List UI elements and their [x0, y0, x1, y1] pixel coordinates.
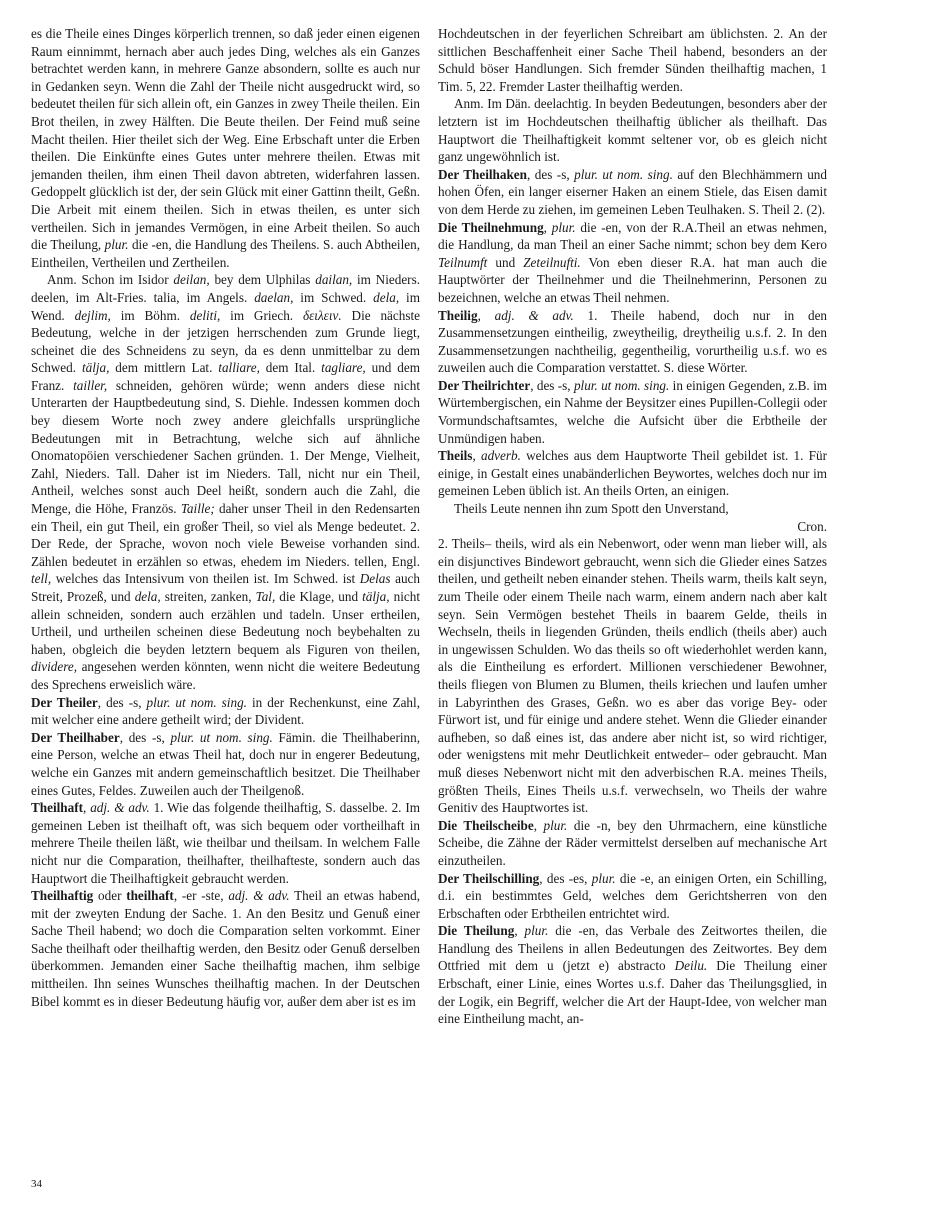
- left-column-paragraph: [31, 799, 420, 887]
- headword: Die Theilung: [438, 923, 515, 939]
- italic-term: dejlim,: [74, 307, 111, 323]
- text-run: ,: [543, 219, 552, 235]
- text-run: , des -s,: [119, 729, 171, 745]
- italic-term: Teilnumft: [438, 254, 488, 270]
- italic-term: Zeteilnufti.: [523, 254, 581, 270]
- text-run: und dem Franz.: [31, 360, 420, 393]
- right-column-paragraph: [438, 922, 827, 1028]
- headword: Der Theilrichter: [438, 377, 531, 393]
- text-run: auf den Blechhämmern und hohen Öfen, ein langer eiserner Haken an einem Stiele, das Eisen damit von dem Herde zu ziehen, im gemeinen Leben Teulhaken. S. Theil 2. (2).: [438, 166, 827, 217]
- headword: theilhaft: [126, 888, 174, 904]
- italic-term: Deilu.: [674, 958, 708, 974]
- right-column-paragraph: [438, 166, 827, 219]
- italic-term: tell,: [31, 571, 52, 587]
- text-run: , des -s,: [97, 694, 147, 710]
- text-run: Anm. Schon im Isidor: [47, 272, 174, 288]
- text-run: Theils Leute nennen ihn zum Spott den Unverstand,: [454, 501, 729, 517]
- text-run: Die Theilung einer Erbschaft, einer Linie, eines Wortes u.s.f. Daher das Theilungsglied, in der Logik, ein Begriff, welcher die Art der Haupt-Idee, von welcher man eine Eintheilung macht, an-: [438, 958, 827, 1027]
- italic-term: dela,: [134, 589, 161, 604]
- right-column-paragraph: [438, 95, 827, 165]
- italic-term: Taille;: [180, 501, 215, 517]
- text-run: es die Theile eines Dinges körperlich trennen, so daß jeder einen eigenen Raum einnimmt, hernach aber auch jedes Ding, welches als ein Ganzes betrachtet werden kann, in mehrere Ganze absondern, sollte es auch nur in Gedanken seyn. Wenn die Zahl der Theile nicht ausgedruckt wird, so bedeutet theilen für sich allein oft, ein Ganzes in zwey Theile theilen. Ein Brot theilen, in zwey Hälften. Die Beute theilen. Der Feind muß seine Macht theilen. Hier theilet sich der Weg. Eine Erbschaft unter die Erben theilen. Die Einkünfte eines Gutes unter mehrere theilen. Etwas mit jemanden theilen, ihm einen Theil davon abtreten, widerfahren lassen. Gedoppelt glücklich ist der, der sein Glück mit einer Gattinn theilt, Geßn. Die Arbeit mit einem theilen. Sich in etwas theilen, es unter sich vertheilen. Sich in jemandes Vermögen, in eine Arbeit theilen. So auch die Theilung,: [31, 26, 420, 253]
- right-column-paragraph: [438, 307, 827, 377]
- italic-term: adverb.: [480, 448, 521, 464]
- italic-term: plur.: [543, 817, 568, 833]
- text-run: 1. Theile habend, doch nur in den Zusammensetzungen eintheilig, zweytheilig, dreytheilig u.s.f. 2. In den Zusammensetzungen nachtheilig, gegentheilig, vorurtheilig u.s.f. wo es zuweilen auch die Comparation verstattet. S. diese Wörter.: [438, 307, 827, 376]
- text-run: ,: [472, 448, 481, 464]
- text-run: 1. Wie das folgende theilhaftig, S. dasselbe. 2. Im gemeinen Leben ist theilhaft oft, was sich bequem oder vortheilhaft in mehrere Theile theilen läßt, wie theilbar und theilsam. In welchem Falle nicht nur die Comparation, theilhafter, theilhafteste, sondern auch das Hauptwort die Theilhaftigkeit gebraucht werden.: [31, 800, 420, 886]
- italic-term: dailan,: [315, 272, 353, 288]
- left-column-paragraph: [31, 271, 420, 693]
- text-run: ,: [533, 817, 544, 833]
- italic-term: plur.: [591, 870, 616, 886]
- text-run: im Schwed.: [293, 289, 374, 305]
- italic-term: talliare,: [218, 360, 260, 376]
- text-run: Theil an etwas habend, mit der zweyten Endung der Sache. 1. An den Besitz und Genuß einer Sache Theil habend; wo doch die Comparation selten vorkommt. Einer Sache theilhaft oder theilhaftig werden, den Besitz oder Genuß derselben überkommen. Jemanden einer Sache theilhaftig machen, ihm selbige mittheilen. Ihn seines Wunsches theilhaftig machen. In der Deutschen Bibel kommt es in dieser Bedeutung häufig vor, außer dem aber ist es im: [31, 888, 420, 1009]
- text-run: Die nächste Bedeutung, welche in der jetzigen herrschenden zum Grunde liegt, scheinet die des Schneidens zu seyn, da es denn unmittelbar zu dem Schwed.: [31, 307, 420, 376]
- right-column-paragraph: [438, 447, 827, 500]
- text-run: im Nieders. deelen, im Alt-Fries. talia, im Angels.: [31, 272, 420, 305]
- text-run: die -en, von der R.A.Theil an etwas nehmen, die Handlung, da man Theil an einer Sache nimmt; schon bey dem Kero: [438, 219, 827, 253]
- text-run: in der Rechenkunst, eine Zahl, mit welcher eine andere getheilt wird; der Divident.: [31, 694, 420, 728]
- text-run: ,: [83, 800, 91, 816]
- italic-term: tagliare,: [321, 360, 366, 376]
- text-run: im Böhm.: [110, 307, 190, 323]
- text-run: , -er -ste,: [173, 888, 229, 904]
- right-column-paragraph: [438, 870, 827, 923]
- left-column-paragraph: [31, 729, 420, 799]
- text-run: schneiden, gehören würde; wenn anders diese nicht Unterarten der Hauptbedeutung sind, S. Diehle. Indessen kommen doch bey diesem Worte noch zwey andere gleichfalls ursprüngliche Bedeutungen mit in Betrachtung, welche sich auf ähnliche Onomatopöien verschiedener Sachen gründen. 1. Der Menge, Vielheit, Zahl, Nieders. Tall. Daher ist im Nieders. Tall, nicht nur ein Theil, Antheil, welches sonst auch Deel heißt, sondern auch die Zahl, die Menge, die Höhe, Französ.: [31, 377, 420, 517]
- headword: Theilhaft: [31, 800, 84, 816]
- text-run: ,: [514, 923, 525, 939]
- text-run: oder: [93, 888, 127, 904]
- text-run: angesehen werden könnten, wenn nicht die weitere Bedeutung des Sprechens erweislich wäre.: [31, 659, 420, 692]
- headword: Theilhaftig: [31, 888, 94, 904]
- right-column-paragraph: [438, 518, 827, 536]
- italic-term: Delas: [359, 571, 391, 587]
- italic-term: plur. ut nom. sing.: [574, 166, 673, 182]
- right-column-paragraph: [438, 219, 827, 307]
- italic-term: dela,: [373, 289, 400, 305]
- right-column: [438, 25, 827, 1165]
- italic-term: plur. ut nom. sing.: [573, 377, 670, 393]
- headword: Der Theilhaber: [31, 729, 120, 745]
- text-run: Anm. Im Dän. deelachtig. In beyden Bedeutungen, besonders aber der letztern ist im Hochdeutschen theilhaftig üblicher als theilhaft. Das Hauptwort die Theilhaftigkeit kommt seltener vor, ob es gleich nicht ganz ungewöhnlich ist.: [438, 96, 827, 165]
- text-run: , des -s,: [530, 377, 574, 393]
- italic-term: daelan,: [254, 289, 294, 305]
- page-number: 34: [31, 1178, 42, 1190]
- right-column-paragraph: [438, 500, 827, 518]
- text-run: Von eben dieser R.A. hat man auch die Hauptwörter der Theilnehmer und die Theilnehmerinn, Personen zu bezeichnen, welche an etwas Theil nehmen.: [438, 254, 827, 305]
- text-run: nicht allein schneiden, sondern auch erzählen und tadeln. Unser ertheilen, Urtheil, und urtheilen scheinen diese Bedeutung noch beybehalten zu haben, obgleich die beyden letztern bequem als Figuren von theilen,: [31, 589, 420, 657]
- left-column-paragraph: [31, 25, 420, 271]
- text-run: Cron.: [797, 518, 827, 534]
- right-column-paragraph: [438, 535, 827, 817]
- text-run: , des -es,: [539, 870, 592, 886]
- right-column-paragraph: [438, 25, 827, 95]
- text-run: welches aus dem Hauptworte Theil gebildet ist. 1. Für einige, in Gestalt eines unabänderlichen Beywortes, welches doch nur im gemeinen Leben üblich ist. An theils Orten, an einigen.: [438, 448, 827, 499]
- italic-term: tailler,: [73, 377, 108, 393]
- right-column-paragraph: [438, 377, 827, 447]
- text-run: die -en, das Verbale des Zeitwortes theilen, die Handlung des Theilens in allen Bedeutungen des Zeitwortes. Bey dem Ottfried mit dem u (jetzt e) abstracto: [438, 923, 827, 974]
- text-run: daher unser Theil in den Redensarten ein Theil, ein gut Theil, ein großer Theil, so viel als Menge bedeutet. 2. Der Rede, der Sprache, wovon noch viele Beweise vorhanden sind. Zählen bedeutet in erzählen so etwas, ehedem im Nieders. tellen, Engl.: [31, 501, 420, 569]
- headword: Die Theilscheibe: [438, 817, 534, 833]
- headword: Die Theilnehmung: [438, 219, 544, 235]
- italic-term: Tal,: [255, 589, 276, 604]
- right-column-paragraph: [438, 817, 827, 870]
- text-run: und: [487, 254, 524, 270]
- italic-term: deliti,: [189, 307, 221, 323]
- left-column-paragraph: [31, 887, 420, 1010]
- text-run: ,: [477, 307, 495, 323]
- text-run: im Wend.: [31, 289, 420, 323]
- text-run: die -e, an einigen Orten, ein Schilling, d.i. ein bestimmtes Geld, welches dem Gerichtsherren von den Erbschaften oder Erbtheilen entrichtet wird.: [438, 870, 827, 921]
- text-run: streiten, zanken,: [160, 589, 256, 604]
- text-run: Fämin. die Theilhaberinn, eine Person, welche an etwas Theil hat, doch nur in engerer Bedeutung, welche ein Ganzes mit andern gemeinschaftlich besitzet. Die Theilhaber eines Gutes, Feldes. Zuweilen auch der Theilgenoß.: [31, 729, 420, 798]
- text-run: Hochdeutschen in der feyerlichen Schreibart am üblichsten. 2. An der sittlichen Beschaffenheit einer Sache Theil habend, besonders an der Schuld böser Handlungen. Sich fremder Sünden theilhaftig machen, 1 Tim. 5, 22. Fremder Laster theilhaftig werden.: [438, 26, 827, 94]
- text-run: dem mittlern Lat.: [109, 360, 219, 376]
- italic-term: δειλειν.: [302, 307, 342, 323]
- text-run: in einigen Gegenden, z.B. im Würtembergischen, ein Nahme der Beysitzer eines Pupillen-Collegii oder Vormundschaftsamtes, welche die Aufsicht über die Erbtheile der Unmündigen haben.: [438, 377, 827, 446]
- text-run: die Klage, und: [275, 589, 363, 604]
- italic-term: tälja,: [362, 589, 390, 604]
- left-column: [31, 25, 420, 1165]
- italic-term: plur.: [551, 219, 576, 235]
- text-run: bey dem Ulphilas: [209, 272, 316, 288]
- italic-term: plur.: [104, 237, 129, 253]
- italic-term: tälja,: [81, 360, 110, 376]
- text-run: dem Ital.: [259, 360, 322, 376]
- text-run: , des -s,: [526, 166, 575, 182]
- italic-term: adj. & adv.: [494, 307, 574, 323]
- italic-term: plur. ut nom. sing.: [146, 694, 247, 710]
- text-run: welches das Intensivum von theilen ist. Im Schwed. ist: [51, 571, 360, 587]
- italic-term: adj. & adv.: [228, 888, 290, 904]
- italic-term: plur.: [524, 923, 549, 939]
- text-run: die -n, bey den Uhrmachern, eine künstliche Scheibe, die Zähne der Räder vermittelst derselben auf mechanische Art einzutheilen.: [438, 817, 827, 868]
- italic-term: deilan,: [173, 272, 210, 288]
- headword: Der Theiler: [31, 694, 98, 710]
- text-run: im Griech.: [220, 307, 303, 323]
- text-run: 2. Theils– theils, wird als ein Nebenwort, oder wenn man lieber will, als ein disjunctives Bindewort gebraucht, wenn sich die Glieder eines Satzes theilen, und getheilt neben einander stehen. Theils warm, theils kalt seyn, zum Theile oder einem Theile nach warm, einem andern nach aber kalt seyn. Sein Vermögen bestehet Theils in baarem Gelde, theils in Wechseln, theils in liegenden Gründen, theils endlich (theils aber) auch in ungewissen Schulden. Wo das theils so oft wiederhohlet werden kann, als die Eintheilung es erfordert. Millionen verschiedener Bewohner, theils fliegen von Blumen zu Blumen, theils kriechen und laufen umher in Labyrinthen des Grases, Geßn. wo es aber das vorige Bey- oder Fürwort ist, und für einige und andere stehet. Wenn die Glieder einander aufheben, so daß eines ist, das andere aber nicht ist, so wird richtiger, oder wenigstens mit mehr Deutlichkeit entweder– oder gebraucht. Man muß dieses Nebenwort nicht mit den adverbischen R.A. meines Theils, größten Theils, Eines Theils u.s.f. verwechseln, wo Theils der wahre Genitiv des Hauptwortes ist.: [438, 536, 827, 816]
- headword: Theils: [438, 448, 473, 464]
- headword: Theilig: [438, 307, 478, 323]
- headword: Der Theilschilling: [438, 870, 540, 886]
- left-column-paragraph: [31, 694, 420, 729]
- text-run: auch Streit, Prozeß, und: [31, 571, 420, 604]
- italic-term: dividere,: [31, 659, 78, 675]
- italic-term: plur. ut nom. sing.: [170, 729, 273, 745]
- headword: Der Theilhaken: [438, 166, 527, 182]
- text-run: die -en, die Handlung des Theilens. S. auch Abtheilen, Eintheilen, Vertheilen und Zertheilen.: [31, 237, 420, 270]
- italic-term: adj. & adv.: [90, 800, 150, 816]
